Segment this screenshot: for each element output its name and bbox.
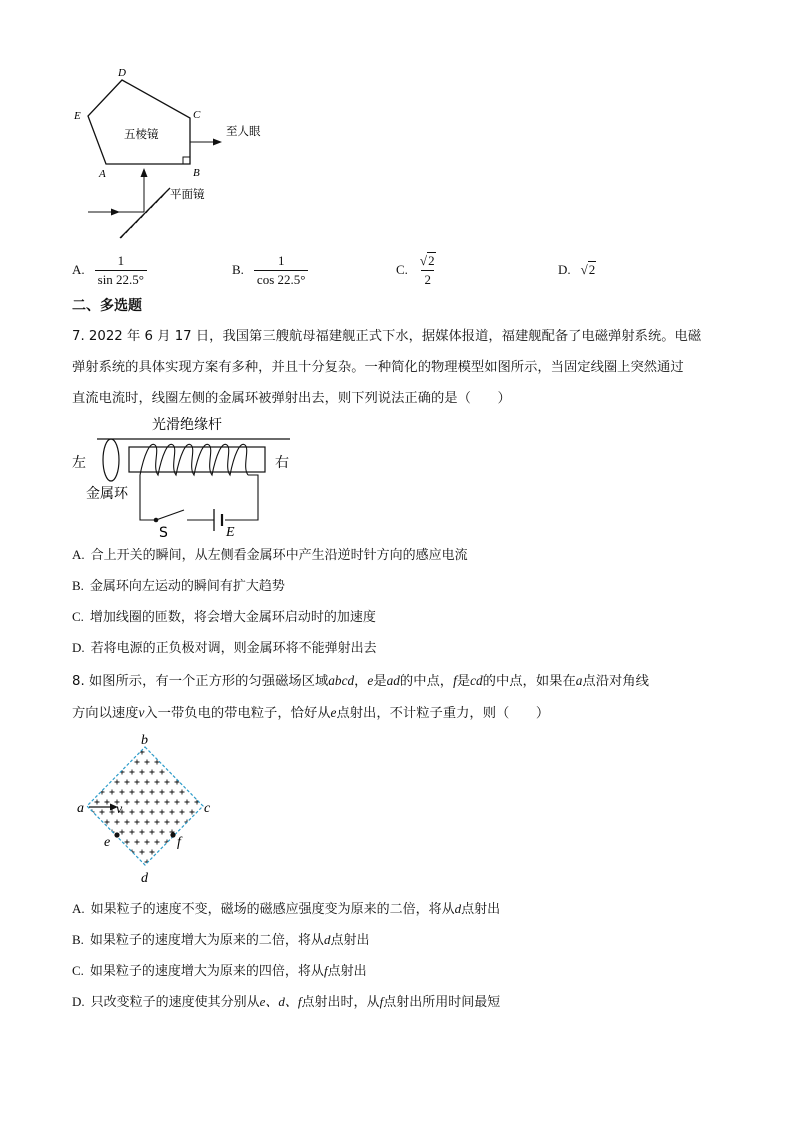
point-label-e: e: [104, 835, 111, 850]
metal-ring: [103, 439, 119, 481]
incoming-ray-arrow: [111, 209, 120, 216]
denominator: cos 22.5°: [254, 270, 309, 288]
q6-option-a[interactable]: [72, 252, 147, 288]
numerator: 1: [277, 252, 285, 268]
option-letter: B.: [232, 262, 244, 277]
q7-option-b[interactable]: [72, 576, 285, 597]
vertex-label-a: A: [99, 168, 106, 180]
q7-line: 7. 2022 年 6 月 17 日，我国第三艘航母福建舰正式下水，据媒体报道，福建舰配备了电磁弹射系统。电磁: [72, 329, 702, 344]
railgun-figure: [0, 405, 320, 540]
q6-option-b[interactable]: [232, 252, 308, 288]
option-letter: A.: [72, 262, 85, 277]
option-text: 如果粒子的速度增大为原来的二倍，将从: [89, 933, 324, 948]
right-label: 右: [275, 455, 289, 471]
q8-option-b[interactable]: [72, 930, 369, 951]
option-letter: D.: [72, 640, 85, 655]
option-letter: A.: [72, 901, 85, 916]
radicand: 2: [588, 262, 596, 277]
q7-line: 直流电流时，线圈左侧的金属环被弹射出去，则下列说法正确的是（ ）: [72, 391, 511, 406]
option-letter: B.: [72, 932, 84, 947]
point-label-f: f: [177, 835, 181, 850]
option-var: f: [323, 963, 328, 978]
option-var: f: [379, 994, 384, 1009]
coil-winding: [140, 444, 248, 475]
q8-option-d[interactable]: [72, 992, 500, 1013]
circuit-wire-left: [140, 475, 156, 520]
numerator: 1: [117, 252, 125, 268]
option-letter: C.: [72, 609, 84, 624]
option-text: 点射出时，从: [301, 995, 380, 1010]
option-letter: C.: [72, 963, 84, 978]
option-text: 点射出所用时间最短: [383, 995, 501, 1010]
q7-stem: [72, 321, 724, 414]
point-f: [170, 832, 175, 837]
section-title: 二、多选题: [72, 298, 142, 314]
corner-label-c: c: [204, 801, 211, 816]
pentaprism-figure: [0, 0, 794, 250]
option-text: 如果粒子的速度不变，磁场的磁感应强度变为原来的二倍，将从: [90, 902, 455, 917]
q6-option-d[interactable]: [558, 252, 596, 288]
point-e: [114, 832, 119, 837]
option-letter: D.: [72, 994, 85, 1009]
battery-label: E: [226, 525, 235, 540]
rod-label: 光滑绝缘杆: [152, 417, 222, 433]
q7-option-d[interactable]: [72, 638, 377, 659]
vertex-label-b: B: [193, 167, 200, 179]
vertex-label-d: D: [118, 67, 126, 79]
option-var: d: [454, 901, 462, 916]
fraction: [254, 253, 309, 288]
option-letter: A.: [72, 547, 85, 562]
q6-option-c[interactable]: [396, 252, 438, 288]
q8-line-2: 方向以速度v入一带负电的带电粒子，恰好从e点射出，不计粒子重力，则（ ）: [72, 705, 550, 721]
corner-label-d: d: [141, 871, 148, 886]
option-var: d: [323, 932, 331, 947]
pentaprism-outline: [88, 80, 190, 164]
q6-options: [72, 252, 732, 288]
option-text: 若将电源的正负极对调，则金属环将不能弹射出去: [90, 641, 377, 656]
q8-line-1: 8. 如图所示，有一个正方形的匀强磁场区域abcd，e是ad的中点，f是cd的中点，如果在a点沿对角线: [72, 673, 649, 689]
option-text: 点射出: [330, 933, 370, 948]
option-text: 增加线圈的匝数，将会增大金属环启动时的加速度: [89, 610, 376, 625]
coil-core: [129, 447, 265, 472]
eye-label: 至人眼: [226, 124, 261, 138]
switch-blade: [156, 510, 184, 520]
option-letter: C.: [396, 262, 408, 277]
option-var: e、d、f: [259, 994, 302, 1009]
switch-label: S: [159, 525, 168, 540]
fraction: [95, 253, 147, 288]
option-letter: D.: [558, 262, 571, 277]
option-text: 合上开关的瞬间，从左侧看金属环中产生沿逆时针方向的感应电流: [90, 548, 468, 563]
left-label: 左: [72, 455, 86, 471]
option-text: 点射出: [461, 902, 501, 917]
right-angle-mark: [183, 157, 190, 164]
plane-mirror: [120, 188, 170, 238]
q7-option-c[interactable]: [72, 607, 376, 628]
radicand: 2: [428, 252, 435, 268]
corner-label-a: a: [77, 801, 84, 816]
vertex-label-c: C: [193, 109, 201, 121]
corner-label-b: b: [141, 733, 148, 748]
output-ray-arrow: [213, 139, 222, 146]
sqrt-numerator: √2: [419, 252, 435, 268]
velocity-label: v: [116, 802, 123, 817]
magnetic-field-figure: [0, 730, 260, 890]
sqrt-value: √2: [580, 262, 596, 277]
denominator: 2: [421, 270, 434, 288]
q7-line: 弹射系统的具体实现方案有多种，并且十分复杂。一种简化的物理模型如图所示，当固定线圈上突然通过: [72, 360, 684, 375]
prism-label: 五棱镜: [124, 127, 159, 141]
q8-option-a[interactable]: [72, 899, 500, 920]
mirror-label: 平面镜: [170, 187, 205, 201]
q8-option-c[interactable]: [72, 961, 367, 982]
q7-option-a[interactable]: [72, 545, 468, 566]
option-text: 金属环向左运动的瞬间有扩大趋势: [89, 579, 285, 594]
vertex-label-e: E: [74, 110, 81, 122]
fraction: [418, 253, 438, 288]
ring-label: 金属环: [86, 486, 128, 502]
option-letter: B.: [72, 578, 84, 593]
option-text: 只改变粒子的速度使其分别从: [90, 995, 260, 1010]
q8-stem: [72, 665, 724, 729]
option-text: 点射出: [327, 964, 367, 979]
option-text: 如果粒子的速度增大为原来的四倍，将从: [89, 964, 324, 979]
denominator: sin 22.5°: [95, 270, 147, 288]
vertical-ray-arrow: [141, 168, 148, 177]
circuit-wire-right: [225, 475, 258, 520]
